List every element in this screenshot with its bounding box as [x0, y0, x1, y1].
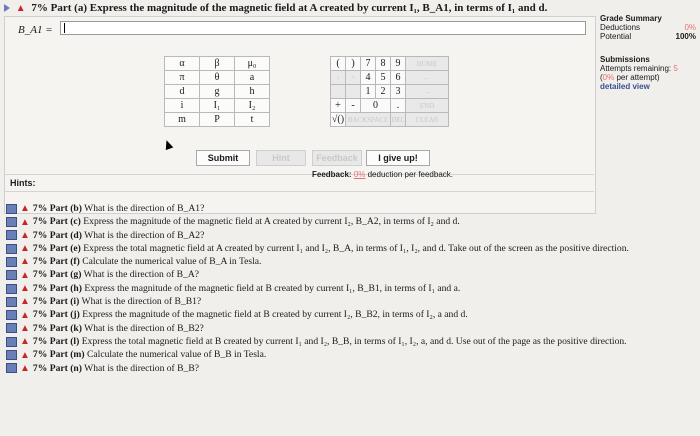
part-label: Part (g): [49, 269, 82, 281]
part-row[interactable]: [0, 308, 698, 321]
part-label: Part (k): [49, 322, 82, 334]
part-text: Express the magnitude of the magnetic field at A created by current I₂, B_A2, in terms of I₂ and d.: [83, 216, 460, 228]
part-row[interactable]: [0, 322, 698, 335]
part-text: Calculate the numerical value of B_B in Tesla.: [87, 349, 267, 361]
attempts-value: 5: [673, 64, 678, 73]
symbol-h[interactable]: h: [235, 85, 270, 99]
symbol-i1[interactable]: I₁: [200, 99, 235, 113]
warning-icon: ▲: [20, 283, 30, 295]
symbol-g[interactable]: g: [200, 85, 235, 99]
symbol-beta[interactable]: β: [200, 57, 235, 71]
part-a-percent: 7%: [31, 2, 48, 14]
potential-label: Potential: [600, 32, 632, 41]
per-attempt-label: per attempt): [616, 73, 660, 82]
part-row[interactable]: [0, 242, 698, 255]
part-a-label: Part (a): [50, 2, 87, 14]
warning-icon: ▲: [20, 256, 30, 268]
key-up-arrow[interactable]: ↑: [331, 71, 346, 85]
expand-box-icon[interactable]: [6, 350, 17, 360]
part-percent: 7%: [32, 256, 48, 268]
part-percent: 7%: [32, 296, 48, 308]
expand-box-icon[interactable]: [6, 230, 17, 240]
feedback-pct: 0%: [353, 170, 366, 179]
part-row[interactable]: [0, 268, 698, 281]
key-caret[interactable]: ^: [346, 71, 361, 85]
part-percent: 7%: [32, 282, 48, 294]
key-1[interactable]: 1: [361, 85, 376, 99]
key-4[interactable]: 4: [361, 71, 376, 85]
part-row[interactable]: [0, 295, 698, 308]
part-a-question: Express the magnitude of the magnetic field at A created by current I₁, B_A1, in terms of I₁ and d.: [89, 2, 548, 14]
part-text: Express the total magnetic field at B created by current I₁ and I₂, B_B, in terms of I₁, I₂, a, and d. Use out of the page as the positive direction.: [81, 335, 627, 347]
submissions-title: Submissions: [600, 55, 650, 64]
part-label: Part (e): [49, 242, 81, 254]
deductions-label: Deductions: [600, 23, 641, 32]
feedback-info: [312, 170, 453, 179]
key-2[interactable]: 2: [376, 85, 391, 99]
per-attempt-pct: 0%: [602, 73, 615, 82]
part-percent: 7%: [32, 309, 48, 321]
answer-label: B_A1 =: [18, 24, 53, 36]
expand-box-icon[interactable]: [6, 244, 17, 254]
key-5[interactable]: 5: [376, 71, 391, 85]
part-percent: 7%: [32, 229, 48, 241]
key-end[interactable]: END: [406, 99, 449, 113]
key-sqrt[interactable]: √(): [331, 114, 345, 125]
deductions-value: 0%: [684, 23, 696, 32]
symbol-t[interactable]: t: [235, 113, 270, 127]
key-dot[interactable]: .: [391, 99, 406, 113]
part-label: Part (h): [49, 282, 82, 294]
warning-icon: ▲: [20, 362, 30, 374]
symbol-theta[interactable]: θ: [200, 71, 235, 85]
part-text: Express the total magnetic field at A created by current I₁ and I₂, B_A, in terms of I₁, I₂, and d. Take out of the screen as the positive direction.: [83, 242, 629, 254]
part-row[interactable]: [0, 255, 698, 268]
expand-box-icon[interactable]: [6, 323, 17, 333]
expand-box-icon[interactable]: [6, 204, 17, 214]
key-del[interactable]: DEL: [391, 113, 406, 127]
hint-button[interactable]: Hint: [256, 150, 306, 166]
part-label: Part (d): [49, 229, 82, 241]
symbol-alpha[interactable]: α: [165, 57, 200, 71]
key-open-paren[interactable]: (: [331, 57, 346, 71]
expand-arrow-icon[interactable]: [4, 4, 10, 12]
part-row[interactable]: [0, 362, 698, 375]
give-up-button[interactable]: I give up!: [366, 150, 430, 166]
expand-box-icon[interactable]: [6, 217, 17, 227]
key-blank-2: [346, 85, 361, 99]
detailed-view-link[interactable]: detailed view: [600, 82, 650, 91]
key-close-paren[interactable]: ): [346, 57, 361, 71]
symbol-m[interactable]: m: [165, 113, 200, 127]
part-percent: 7%: [32, 322, 48, 334]
part-row[interactable]: [0, 215, 698, 228]
hints-bar: [4, 174, 594, 192]
grade-summary-title: Grade Summary: [600, 14, 662, 23]
part-text: What is the direction of B_B?: [84, 362, 200, 374]
warning-icon: ▲: [20, 216, 30, 228]
part-row[interactable]: [0, 282, 698, 295]
part-label: Part (j): [49, 309, 80, 321]
key-right-arrow[interactable]: →: [406, 85, 449, 99]
part-percent: 7%: [32, 362, 48, 374]
warning-icon: ▲: [20, 296, 30, 308]
part-row[interactable]: [0, 348, 698, 361]
warning-icon: ▲: [20, 243, 30, 255]
part-label: Part (n): [49, 362, 82, 374]
symbol-p[interactable]: P: [200, 113, 235, 127]
warning-icon: ▲: [20, 229, 30, 241]
symbol-pi[interactable]: π: [165, 71, 200, 85]
feedback-text: deduction per feedback.: [367, 170, 454, 179]
symbol-d[interactable]: d: [165, 85, 200, 99]
part-percent: 7%: [32, 349, 48, 361]
potential-value: 100%: [675, 32, 696, 41]
key-home[interactable]: HOME: [406, 57, 449, 71]
part-percent: 7%: [32, 216, 48, 228]
part-label: Part (m): [49, 349, 85, 361]
expand-box-icon[interactable]: [6, 363, 17, 373]
symbol-i[interactable]: i: [165, 99, 200, 113]
part-text: What is the direction of B_A2?: [84, 229, 205, 241]
part-text: What is the direction of B_A?: [83, 269, 199, 281]
part-percent: 7%: [32, 242, 48, 254]
key-left-arrow[interactable]: ←: [406, 71, 449, 85]
feedback-label: Feedback:: [312, 170, 352, 179]
part-label: Part (f): [49, 256, 80, 268]
part-text: Calculate the numerical value of B_A in Tesla.: [82, 256, 262, 268]
feedback-button[interactable]: Feedback: [312, 150, 362, 166]
hints-label: Hints:: [10, 178, 36, 188]
part-text: Express the magnitude of the magnetic field at B created by current I₂, B_B2, in terms of I₂, a and d.: [82, 309, 468, 321]
expand-box-icon[interactable]: [6, 284, 17, 294]
expand-box-icon[interactable]: [6, 337, 17, 347]
warning-icon: ▲: [20, 322, 30, 334]
expand-box-icon[interactable]: [6, 257, 17, 267]
part-row[interactable]: [0, 202, 698, 215]
answer-input[interactable]: [60, 21, 586, 35]
part-text: What is the direction of B_B1?: [81, 296, 202, 308]
grade-sidebar: Grade Summary Deductions 0% Potential 100% Submissions Attempts remaining: 5 (0% per attempt) detailed view: [600, 14, 696, 91]
symbol-i2[interactable]: I₂: [235, 99, 270, 113]
part-text: What is the direction of B_B2?: [84, 322, 204, 334]
warning-icon: ▲: [20, 203, 30, 215]
symbol-palette: [164, 56, 270, 127]
part-text: What is the direction of B_A1?: [84, 203, 205, 214]
part-label: Part (b): [49, 203, 82, 214]
keypad: [330, 56, 449, 127]
key-plus[interactable]: +: [331, 99, 346, 113]
key-0[interactable]: 0: [361, 99, 391, 113]
key-9[interactable]: 9: [391, 57, 406, 71]
part-label: Part (c): [49, 216, 81, 228]
key-6[interactable]: 6: [391, 71, 406, 85]
part-percent: 7%: [32, 335, 48, 347]
warning-icon: ▲: [20, 269, 30, 281]
attempts-label: Attempts remaining:: [600, 64, 672, 73]
key-8[interactable]: 8: [376, 57, 391, 71]
part-label: Part (i): [49, 296, 80, 308]
warning-icon: ▲: [20, 336, 30, 348]
expand-box-icon[interactable]: [6, 310, 17, 320]
part-row[interactable]: [0, 335, 698, 348]
key-clear[interactable]: CLEAR: [406, 113, 449, 127]
text-caret: [64, 23, 65, 33]
warning-icon: ▲: [15, 2, 26, 14]
key-3[interactable]: 3: [391, 85, 406, 99]
key-minus[interactable]: -: [346, 99, 361, 113]
key-blank-1: [331, 85, 346, 99]
parts-list: [0, 202, 698, 375]
symbol-a[interactable]: a: [235, 71, 270, 85]
expand-box-icon[interactable]: [6, 270, 17, 280]
key-backspace[interactable]: BACKSPACE: [346, 113, 391, 127]
key-7[interactable]: 7: [361, 57, 376, 71]
submit-button[interactable]: Submit: [196, 150, 250, 166]
symbol-mu0[interactable]: μ₀: [235, 57, 270, 71]
part-text: Express the magnitude of the magnetic field at B created by current I₁, B_B1, in terms of I₁ and a.: [84, 282, 461, 294]
warning-icon: ▲: [20, 309, 30, 321]
part-row[interactable]: [0, 229, 698, 242]
part-percent: 7%: [32, 203, 48, 214]
part-percent: 7%: [32, 269, 48, 281]
part-a-header: [4, 2, 547, 14]
expand-box-icon[interactable]: [6, 297, 17, 307]
warning-icon: ▲: [20, 349, 30, 361]
part-label: Part (l): [49, 335, 80, 347]
